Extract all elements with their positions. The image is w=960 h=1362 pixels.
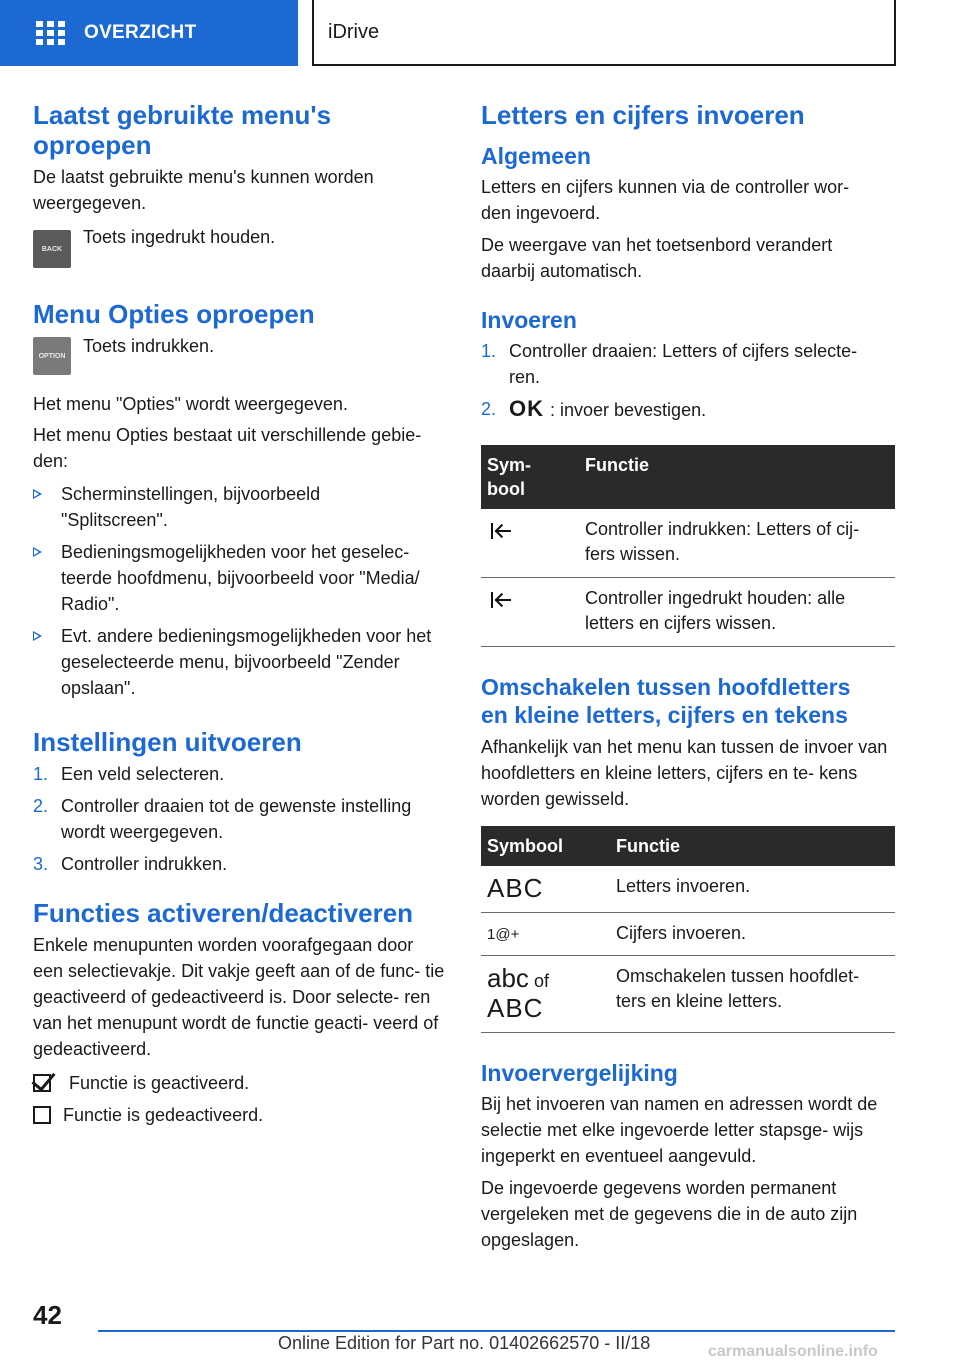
- delete-arrow-icon: [487, 521, 515, 541]
- list-item: Evt. andere bedieningsmogelijkheden voor het geselecteerde menu, bijvoorbeeld "Zender opslaan".: [33, 623, 433, 701]
- table-row: 1@+ Cijfers invoeren.: [481, 913, 895, 956]
- bullet-triangle-icon: [33, 547, 42, 557]
- list-item: 1. Controller draaien: Letters of cijfers selecte- ren.: [481, 341, 858, 387]
- table-row: abc of ABC Omschakelen tussen hoofdlet- ters en kleine letters.: [481, 956, 895, 1033]
- watermark: carmanualsonline.info: [708, 1343, 878, 1360]
- option-key-label: OPTION: [38, 352, 66, 360]
- check-on-text: Functie is geactiveerd.: [69, 1073, 250, 1093]
- page-number: 42: [33, 1300, 62, 1330]
- checkbox-unchecked-icon: [33, 1106, 51, 1124]
- text-general-2: De weergave van het toetsenbord verandert daarbij automatisch.: [481, 235, 833, 281]
- heading-recent-menus: Laatst gebruikte menu's oproepen: [33, 100, 332, 160]
- lowercase-abc-icon: abc: [487, 963, 529, 993]
- heading-settings: Instellingen uitvoeren: [33, 727, 302, 757]
- settings-steps: [33, 761, 448, 877]
- delete-all-arrow-icon: [487, 590, 515, 610]
- check-off-text: Functie is gedeactiveerd.: [63, 1105, 264, 1125]
- heading-switch-case: Omschakelen tussen hoofdletters en kleine letters, cijfers en tekens: [481, 674, 851, 728]
- tab-section-idrive[interactable]: [312, 0, 896, 66]
- col-function-header: Functie: [579, 445, 895, 509]
- back-key-row: [33, 224, 448, 268]
- check-on-row: [33, 1070, 448, 1096]
- numbers-symbols-icon: 1@+: [487, 926, 520, 943]
- heading-letters-numbers: Letters en cijfers invoeren: [481, 100, 805, 130]
- list-item: Scherminstellingen, bijvoorbeeld "Splitscreen".: [33, 481, 363, 533]
- text-options-2: Het menu Opties bestaat uit verschillende gebie- den:: [33, 425, 422, 471]
- input-steps: [481, 338, 895, 423]
- table-header-row: [481, 445, 895, 509]
- bullet-triangle-icon: [33, 489, 42, 499]
- heading-input-compare: Invoervergelijking: [481, 1060, 678, 1086]
- bullet-triangle-icon: [33, 631, 42, 641]
- tab-overview[interactable]: [0, 0, 298, 66]
- footer-divider: [98, 1330, 895, 1332]
- tab-section-label: iDrive: [328, 20, 380, 43]
- check-off-row: [33, 1102, 448, 1128]
- back-key-label: BACK: [41, 245, 63, 253]
- col-symbol-header: Symbool: [481, 826, 610, 866]
- grid-menu-icon: [36, 21, 66, 45]
- text-options-1: Het menu "Opties" wordt weergegeven.: [33, 394, 348, 414]
- uppercase-abc-icon: ABC: [487, 993, 544, 1023]
- col-symbol-header: Sym- bool: [481, 445, 579, 509]
- footer-edition-text: Online Edition for Part no. 01402662570 - II/18: [278, 1333, 651, 1353]
- text-general-1: Letters en cijfers kunnen via de controller wor- den ingevoerd.: [481, 177, 850, 223]
- text-functions: Enkele menupunten worden voorafgegaan door een selectievakje. Dit vakje geeft aan of de func- tie geactiveerd of gedeactiveerd is. Door selecte- ren van het menupunt wordt de functie geacti- veerd of gedeactiveerd.: [33, 935, 445, 1059]
- heading-general: Algemeen: [481, 143, 591, 169]
- back-key-text: Toets ingedrukt houden.: [83, 227, 276, 247]
- table-row: Controller indrukken: Letters of cij- fers wissen.: [481, 509, 895, 578]
- tab-overview-label: OVERZICHT: [84, 22, 197, 43]
- left-column: [33, 100, 448, 1128]
- case-symbols-table: [481, 826, 895, 1033]
- delete-symbols-table: [481, 445, 895, 647]
- option-key-icon: [33, 337, 71, 375]
- table-row: ABC Letters invoeren.: [481, 866, 895, 913]
- text-recent-menus: De laatst gebruikte menu's kunnen worden weergegeven.: [33, 167, 374, 213]
- text-input-compare-1: Bij het invoeren van namen en adressen wordt de selectie met elke ingevoerde letter stapsge- wijs ingeperkt en eventueel aangevuld.: [481, 1094, 878, 1166]
- option-key-text: Toets indrukken.: [83, 336, 215, 356]
- options-list: [33, 481, 448, 701]
- col-function-header: Functie: [610, 826, 895, 866]
- list-item: 1. Een veld selecteren.: [33, 764, 225, 784]
- option-key-row: [33, 333, 448, 375]
- checkbox-checked-icon: [33, 1074, 51, 1092]
- list-item: 2. OK : invoer bevestigen.: [481, 396, 707, 421]
- table-row: Controller ingedrukt houden: alle letters en cijfers wissen.: [481, 578, 895, 647]
- heading-menu-options: Menu Opties oproepen: [33, 299, 315, 329]
- heading-functions: Functies activeren/deactiveren: [33, 898, 414, 928]
- ok-icon: OK: [509, 396, 544, 421]
- right-column: [481, 100, 895, 1253]
- text-switch-case: Afhankelijk van het menu kan tussen de invoer van hoofdletters en kleine letters, cijfers en te- kens worden gewisseld.: [481, 737, 888, 809]
- uppercase-abc-icon: ABC: [487, 873, 544, 903]
- list-item: 3. Controller indrukken.: [33, 854, 228, 874]
- heading-input: Invoeren: [481, 307, 577, 333]
- list-item: 2. Controller draaien tot de gewenste instelling wordt weergegeven.: [33, 796, 412, 842]
- list-item: Bedieningsmogelijkheden voor het geselec- teerde hoofdmenu, bijvoorbeeld voor "Media/ Radio".: [33, 539, 448, 617]
- table-header-row: [481, 826, 895, 866]
- text-input-compare-2: De ingevoerde gegevens worden permanent vergeleken met de gegevens die in de auto zijn opgeslagen.: [481, 1178, 858, 1250]
- top-bar: [0, 0, 960, 66]
- back-key-icon: [33, 230, 71, 268]
